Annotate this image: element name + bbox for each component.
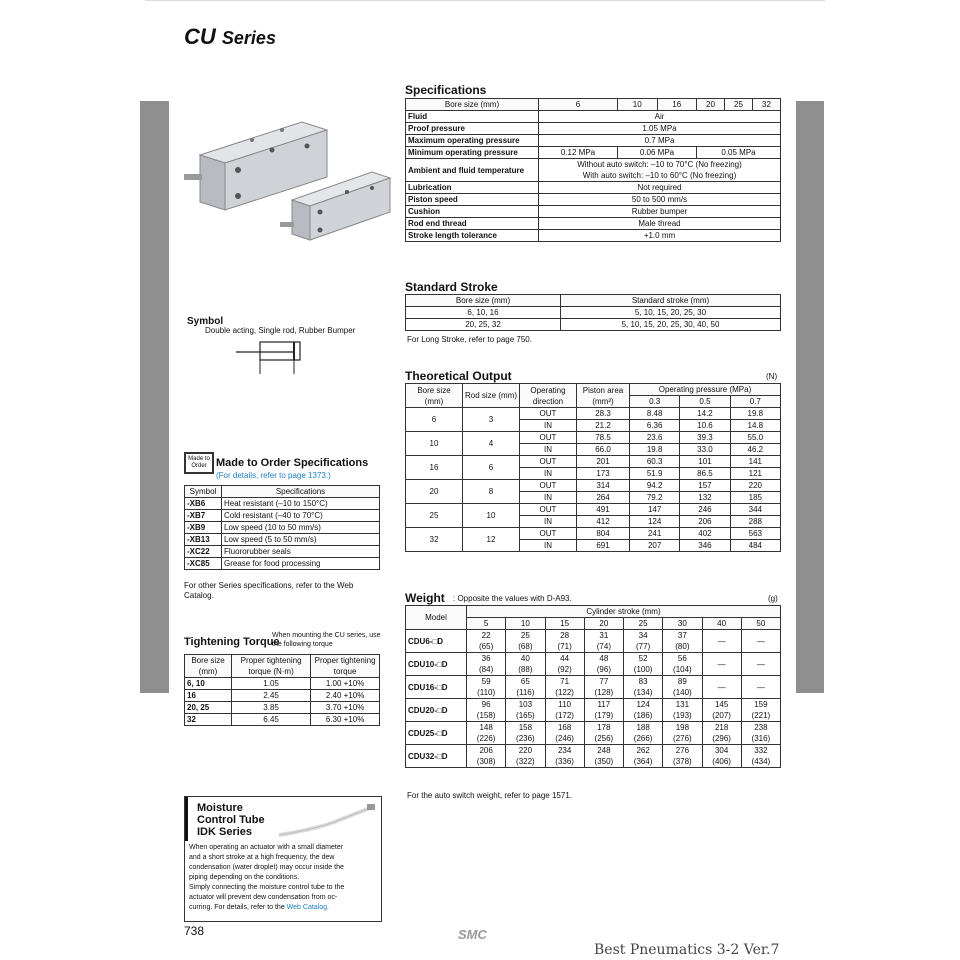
table-row: CDU25-□D 148 (226) 158 (236) 168 (246) 178 (256) 188 (266) 198 (276) 218 (296) 238 (316)	[406, 722, 781, 745]
made-to-order-table: Symbol Specifications -XB6 Heat resistant (–10 to 150°C) -XB7 Cold resistant (–40 to 70°C) -XB9 Low speed (10 to 50 mm/s) -XB13 Low speed (5 to 50 mm/s) -XC22 Fluororubber seals -XC85 Grease for food processing	[184, 485, 380, 570]
table-row: Lubrication Not required	[406, 182, 781, 194]
table-row: IN 691 207 346 484	[406, 540, 781, 552]
table-row: 6, 10, 16 5, 10, 15, 20, 25, 30	[406, 307, 781, 319]
watermark-text: Best Pneumatics 3-2 Ver.7	[594, 942, 780, 958]
right-margin-bar	[796, 101, 824, 693]
spec-col-bore: Bore size (mm)	[406, 99, 539, 111]
weight-title: Weight	[405, 591, 445, 605]
table-row: 25 10 OUT 491 147 246 344	[406, 504, 781, 516]
table-row: -XB6 Heat resistant (–10 to 150°C)	[185, 498, 380, 510]
spec-col-32: 32	[752, 99, 780, 111]
moisture-title: Moisture Control Tube	[197, 802, 265, 826]
theoretical-output-table: Bore size (mm) Rod size (mm) Operating direction Piston area (mm²) Operating pressure (MPa) 0.3 0.5 0.7 6 3 OUT 28.3 8.48 14.2 19.8 IN 21.2 6.36 10.6 14.8 10 4 OUT 78.5 23.6 39.3 55.0 IN 66.0 19.8 33.0 46.2 16 6 OUT 201 60.3 101 141 IN 173 51.9 86.5 121 20 8 OUT 314 94.2 157 220 IN 264 79.2 132 185 25 10 OUT 491 147 246 344 IN 412 124 206 288 32 12 OUT 804 241 402 563 IN 691 207 346 484	[405, 383, 781, 552]
theoretical-output-title: Theoretical Output	[405, 369, 512, 383]
moisture-description: When operating an actuator with a small diameter and a short stroke at a high frequency, the dew condensation (water droplet) may occur inside the piping depending on the conditions. Simply connecting the moisture control tube to the actuator will prevent dew condensation from oc- curring. For details, refer to the Web Catalog.	[189, 844, 345, 911]
specifications-title: Specifications	[405, 83, 487, 97]
standard-stroke-note: For Long Stroke, refer to page 750.	[407, 335, 532, 344]
web-catalog-link[interactable]: Web Catalog.	[286, 904, 329, 911]
tightening-intro: When mounting the CU series, use the following torque	[272, 632, 381, 648]
table-row: Minimum operating pressure 0.12 MPa 0.06 MPa 0.05 MPa	[406, 147, 781, 159]
table-row: 32 6.45 6.30 +10%	[185, 714, 380, 726]
table-row: CDU6-□D 22 (65) 25 (68) 28 (71) 31 (74) 34 (77) 37 (80) — —	[406, 630, 781, 653]
spec-col-20: 20	[697, 99, 725, 111]
table-row: 16 2.45 2.40 +10%	[185, 690, 380, 702]
table-row: -XB7 Cold resistant (–40 to 70°C)	[185, 510, 380, 522]
series-title	[184, 24, 276, 50]
made-to-order-subtitle: (For details, refer to page 1373.)	[216, 471, 331, 480]
table-row: Piston speed 50 to 500 mm/s	[406, 194, 781, 206]
table-row: 20, 25, 32 5, 10, 15, 20, 25, 30, 40, 50	[406, 319, 781, 331]
table-row: CDU10-□D 36 (84) 40 (88) 44 (92) 48 (96) 52 (100) 56 (104) — —	[406, 653, 781, 676]
table-row: IN 264 79.2 132 185	[406, 492, 781, 504]
table-row: Stroke length tolerance +1.0 mm	[406, 230, 781, 242]
moisture-card	[184, 796, 382, 922]
table-row: Fluid Air	[406, 111, 781, 123]
page-number: 738	[184, 924, 205, 938]
brand-logo: SMC	[458, 927, 487, 942]
standard-stroke-table: Bore size (mm) Standard stroke (mm) 6, 10, 16 5, 10, 15, 20, 25, 30 20, 25, 32 5, 10, 15, 20, 25, 30, 40, 50	[405, 294, 781, 331]
table-row: 6, 10 1.05 1.00 +10%	[185, 678, 380, 690]
weight-note: For the auto switch weight, refer to page 1571.	[407, 791, 572, 800]
table-row: Maximum operating pressure 0.7 MPa	[406, 135, 781, 147]
table-row: Ambient and fluid temperature Without auto switch: –10 to 70°C (No freezing) With auto switch: –10 to 60°C (No freezing)	[406, 159, 781, 182]
top-rule	[145, 0, 825, 1]
table-row: 20, 25 3.85 3.70 +10%	[185, 702, 380, 714]
table-row: -XB13 Low speed (5 to 50 mm/s)	[185, 534, 380, 546]
weight-subtitle: : Opposite the values with D-A93.	[453, 594, 572, 603]
theoretical-output-unit: (N)	[766, 372, 778, 381]
table-row: IN 412 124 206 288	[406, 516, 781, 528]
spec-col-25: 25	[724, 99, 752, 111]
moisture-series: IDK Series	[197, 826, 253, 838]
table-row: 6 3 OUT 28.3 8.48 14.2 19.8	[406, 408, 781, 420]
table-row: IN 173 51.9 86.5 121	[406, 468, 781, 480]
series-sub: Series	[221, 28, 276, 48]
table-row: Proof pressure 1.05 MPa	[406, 123, 781, 135]
table-row: CDU20-□D 96 (158) 103 (165) 110 (172) 117 (179) 124 (186) 131 (193) 145 (207) 159 (221)	[406, 699, 781, 722]
table-row: 10 4 OUT 78.5 23.6 39.3 55.0	[406, 432, 781, 444]
table-row: -XB9 Low speed (10 to 50 mm/s)	[185, 522, 380, 534]
weight-table: Model Cylinder stroke (mm) 5 10 15 20 25 30 40 50 CDU6-□D 22 (65) 25 (68) 28 (71) 31 (74) 34 (77) 37 (80) — — CDU10-□D 36 (84) 40 (88) 44 (92) 48 (96) 52 (100) 56 (104) — — CDU16-□D 59 (110) 65 (116) 71 (122) 77 (128) 83 (134) 89 (140) — — CDU20-□D 96 (158) 103 (165) 110 (172) 117 (179) 124 (186) 131 (193) 145 (207) 159 (221) CDU25-□D 148 (226) 158 (236) 168 (246) 178 (256) 188 (266) 198 (276) 218 (296) 238 (316) CDU32-□D 206 (308) 220 (322) 234 (336) 248 (350) 262 (364) 276 (378) 304 (406) 332 (434)	[405, 605, 781, 768]
table-row: 32 12 OUT 804 241 402 563	[406, 528, 781, 540]
weight-unit: (g)	[768, 594, 778, 603]
table-row: -XC85 Grease for food processing	[185, 558, 380, 570]
table-row: Rod end thread Male thread	[406, 218, 781, 230]
table-row: CDU32-□D 206 (308) 220 (322) 234 (336) 248 (350) 262 (364) 276 (378) 304 (406) 332 (434)	[406, 745, 781, 768]
table-row: -XC22 Fluororubber seals	[185, 546, 380, 558]
table-row: Cushion Rubber bumper	[406, 206, 781, 218]
spec-col-16: 16	[657, 99, 697, 111]
table-row: IN 21.2 6.36 10.6 14.8	[406, 420, 781, 432]
symbol-diagram	[232, 338, 322, 378]
made-to-order-icon: Made to Order	[184, 452, 214, 474]
made-to-order-note: For other Series specifications, refer to the Web Catalog.	[184, 581, 354, 600]
symbol-title: Symbol	[187, 316, 224, 327]
table-row: 16 6 OUT 201 60.3 101 141	[406, 456, 781, 468]
tube-illustration	[277, 803, 377, 839]
spec-col-6: 6	[539, 99, 618, 111]
table-row: IN 66.0 19.8 33.0 46.2	[406, 444, 781, 456]
specifications-table	[405, 98, 781, 242]
symbol-desc: Double acting, Single rod, Rubber Bumper	[205, 326, 356, 335]
series-main: CU	[184, 24, 216, 49]
product-photo	[182, 100, 397, 250]
spec-col-10: 10	[618, 99, 658, 111]
left-margin-bar	[140, 101, 169, 693]
tightening-table: Bore size (mm) Proper tightening torque (N·m) Proper tightening torque 6, 10 1.05 1.00 +10% 16 2.45 2.40 +10% 20, 25 3.85 3.70 +10% 32 6.45 6.30 +10%	[184, 654, 380, 726]
standard-stroke-title: Standard Stroke	[405, 280, 498, 294]
table-row: CDU16-□D 59 (110) 65 (116) 71 (122) 77 (128) 83 (134) 89 (140) — —	[406, 676, 781, 699]
made-to-order-title: Made to Order Specifications	[216, 457, 369, 469]
tightening-title: Tightening Torque	[184, 636, 280, 648]
table-row: 20 8 OUT 314 94.2 157 220	[406, 480, 781, 492]
